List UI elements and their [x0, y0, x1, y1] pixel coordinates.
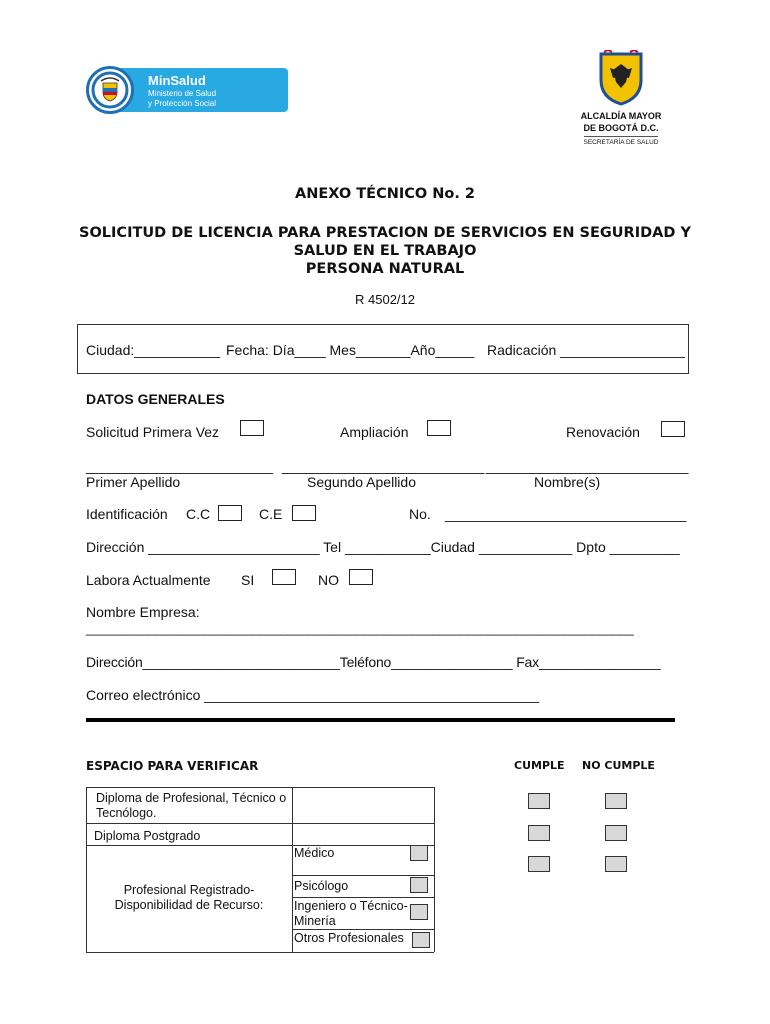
- direccion-tel-line[interactable]: Dirección ______________________ Tel ___________Ciudad ____________ Dpto _________: [86, 539, 680, 555]
- ce-checkbox[interactable]: [292, 505, 316, 521]
- alcaldia-line-3: SECRETARÍA DE SALUD: [583, 139, 659, 146]
- doc-title-line-2: SALUD EN EL TRABAJO: [293, 243, 477, 259]
- solicitud-label: Solicitud Primera Vez: [86, 424, 220, 440]
- cumple-checkbox-2[interactable]: [528, 825, 550, 841]
- cumple-checkbox-1[interactable]: [528, 793, 550, 809]
- si-label: SI: [241, 572, 255, 588]
- ingeniero-line-1: Ingeniero o Técnico-: [294, 899, 408, 913]
- si-checkbox[interactable]: [272, 569, 296, 585]
- segundo-apellido-blank[interactable]: __________________________: [282, 458, 485, 474]
- fecha-field[interactable]: Fecha: Día____ Mes_______Año_____: [226, 342, 475, 358]
- no-cumple-checkbox-2[interactable]: [605, 825, 627, 841]
- numero-label: No.: [409, 506, 431, 522]
- ciudad-field[interactable]: Ciudad:___________: [86, 342, 220, 358]
- medico-label: Médico: [294, 846, 335, 860]
- ampliacion-label: Ampliación: [340, 424, 409, 440]
- minsalud-name: MinSalud: [148, 73, 206, 88]
- bogota-shield-icon: [596, 50, 646, 108]
- cumple-checkbox-3[interactable]: [528, 856, 550, 872]
- no-cumple-checkbox-3[interactable]: [605, 856, 627, 872]
- no-cumple-checkbox-1[interactable]: [605, 793, 627, 809]
- alcaldia-logo: [576, 50, 676, 150]
- cc-label: C.C: [186, 506, 211, 522]
- verificar-heading: ESPACIO PARA VERIFICAR: [86, 759, 259, 773]
- cc-checkbox[interactable]: [218, 505, 242, 521]
- cumple-heading: CUMPLE: [514, 759, 565, 772]
- labora-label: Labora Actualmente: [86, 572, 211, 588]
- identificacion-label: Identificación: [86, 506, 168, 522]
- alcaldia-line-2: DE BOGOTÁ D.C.: [583, 123, 659, 133]
- minsalud-subtitle-2: y Protección Social: [148, 99, 217, 108]
- profesional-registrado-line-1: Profesional Registrado-: [123, 883, 255, 897]
- diploma-profesional-line-2: Tecnólogo.: [96, 806, 157, 820]
- alcaldia-line-1: ALCALDÍA MAYOR: [580, 111, 662, 121]
- otros-profesionales-label: Otros Profesionales: [294, 931, 404, 945]
- minsalud-logo: [86, 66, 288, 114]
- renovacion-label: Renovación: [566, 424, 640, 440]
- no-label: NO: [318, 572, 339, 588]
- section-divider: [86, 718, 675, 722]
- nombre-empresa-label: Nombre Empresa:: [86, 604, 200, 620]
- medico-checkbox[interactable]: [410, 845, 428, 861]
- nombres-label: Nombre(s): [534, 474, 601, 490]
- primer-apellido-blank[interactable]: ________________________: [86, 458, 273, 474]
- no-checkbox[interactable]: [349, 569, 373, 585]
- direccion-telefono-fax-line[interactable]: Dirección__________________________Teléfono________________ Fax________________: [86, 654, 661, 670]
- minsalud-subtitle-1: Ministerio de Salud: [148, 89, 217, 98]
- nombres-blank[interactable]: __________________________: [486, 458, 689, 474]
- doc-title-line-1: SOLICITUD DE LICENCIA PARA PRESTACION DE SERVICIOS EN SEGURIDAD Y: [79, 225, 691, 241]
- doc-title-line-3: PERSONA NATURAL: [305, 261, 465, 277]
- ampliacion-checkbox[interactable]: [427, 420, 451, 436]
- psicologo-label: Psicólogo: [294, 879, 349, 893]
- colombia-seal-icon: [86, 66, 134, 114]
- no-cumple-heading: NO CUMPLE: [582, 759, 655, 772]
- diploma-postgrado-label: Diploma Postgrado: [94, 829, 201, 843]
- renovacion-checkbox[interactable]: [661, 421, 685, 437]
- psicologo-checkbox[interactable]: [410, 877, 428, 893]
- annex-title: ANEXO TÉCNICO No. 2: [294, 186, 476, 202]
- otros-checkbox[interactable]: [412, 932, 430, 948]
- ingeniero-checkbox[interactable]: [410, 904, 428, 920]
- correo-line[interactable]: Correo electrónico ___________________________________________: [86, 687, 540, 703]
- primera-vez-checkbox[interactable]: [240, 420, 264, 436]
- radicacion-field[interactable]: Radicación ________________: [487, 342, 685, 358]
- nombre-empresa-blank[interactable]: _______________________________________________________________________________: [86, 621, 634, 636]
- profesional-registrado-line-2: Disponibilidad de Recurso:: [114, 898, 264, 912]
- segundo-apellido-label: Segundo Apellido: [307, 474, 416, 490]
- ce-label: C.E: [259, 506, 283, 522]
- ingeniero-line-2: Minería: [294, 914, 336, 928]
- numero-blank[interactable]: _______________________________: [445, 506, 687, 522]
- resolution-number: R 4502/12: [355, 292, 415, 307]
- diploma-profesional-line-1: Diploma de Profesional, Técnico o: [96, 791, 287, 805]
- primer-apellido-label: Primer Apellido: [86, 474, 181, 490]
- alcaldia-divider: [584, 136, 658, 137]
- datos-generales-heading: DATOS GENERALES: [86, 391, 225, 407]
